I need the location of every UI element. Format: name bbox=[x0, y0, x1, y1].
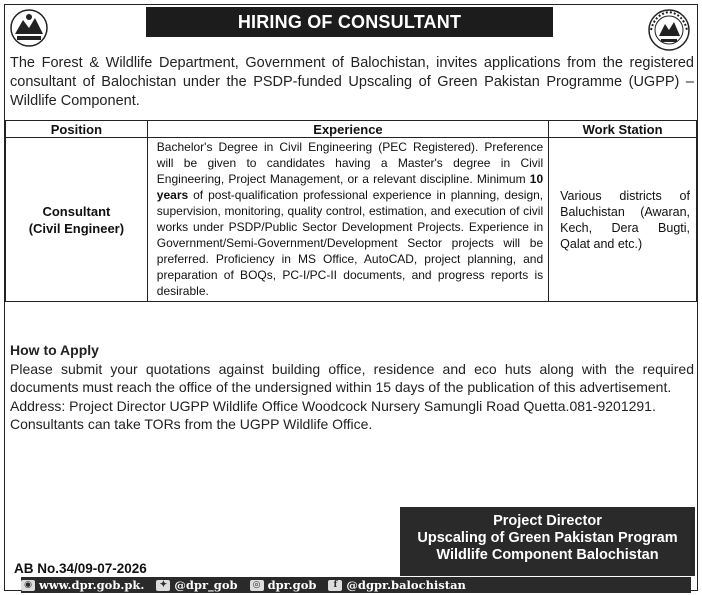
address-line: Address: Project Director UGPP Wildlife Office Woodcock Nursery Samungli Road Quetta.081-9201291. bbox=[10, 397, 656, 414]
footer-facebook[interactable] bbox=[328, 577, 466, 593]
government-seal-icon bbox=[647, 8, 691, 52]
position-title: Consultant bbox=[42, 203, 111, 219]
advertisement-page bbox=[4, 4, 698, 591]
instagram-text: dpr.gob bbox=[267, 578, 317, 592]
twitter-text: @dpr_gob bbox=[174, 578, 238, 592]
department-logo-icon bbox=[9, 8, 49, 48]
signature-block bbox=[400, 507, 695, 576]
ab-number: AB No.34/09-07-2026 bbox=[14, 561, 147, 576]
website-text: www.dpr.gob.pk. bbox=[39, 578, 145, 592]
table-header-row bbox=[6, 121, 697, 138]
footer-instagram[interactable] bbox=[250, 577, 317, 593]
footer-bar bbox=[21, 577, 691, 593]
table-row bbox=[6, 138, 697, 302]
how-to-apply-text: Please submit your quotations against building office, residence and eco huts along with the required documents must reach the office of the undersigned within 15 days of the publication of this advertisement. bbox=[10, 360, 694, 395]
experience-years: 10 years bbox=[156, 172, 544, 202]
header-work-station: Work Station bbox=[549, 121, 697, 138]
work-station-cell: Various districts of Baluchistan (Awaran, Kech, Dera Bugti, Qalat and etc.) bbox=[549, 138, 697, 302]
header-experience: Experience bbox=[147, 121, 548, 138]
facebook-icon: f bbox=[328, 580, 342, 591]
footer-website[interactable] bbox=[21, 577, 144, 593]
twitter-icon: ✦ bbox=[156, 580, 170, 591]
signature-line-2: Upscaling of Green Pakistan Program bbox=[417, 530, 678, 546]
globe-icon: ◉ bbox=[21, 580, 35, 591]
positions-table bbox=[5, 120, 697, 302]
experience-cell bbox=[147, 138, 548, 302]
position-subtitle: (Civil Engineer) bbox=[28, 220, 125, 236]
how-to-apply-title: How to Apply bbox=[10, 342, 99, 358]
experience-text-end: of post-qualification professional experience in planning, design, supervision, monitoring, quality control, estimation, and execution of civil works under PSDP/Public Sector Development Projects. Experience in Government/Semi-Government/Development Sector projects will be preferred. Proficiency in MS Office, AutoCAD, project planning, and preparation of BOQs, PC-I/PC-II documents, and progress reports is desirable. bbox=[156, 188, 544, 298]
experience-text-start: Bachelor's Degree in Civil Engineering (PEC Registered). Preference will be given to candidates having a Master's degree in Civil Engineering, Project Management, or a relevant discipline. Minimum bbox=[156, 140, 544, 186]
page-title: HIRING OF CONSULTANT bbox=[146, 7, 553, 37]
signature-line-3: Wildlife Component Balochistan bbox=[436, 547, 659, 563]
how-to-apply-section bbox=[10, 341, 694, 434]
header-position: Position bbox=[6, 121, 148, 138]
signature-line-1: Project Director bbox=[493, 513, 602, 529]
tors-line: Consultants can take TORs from the UGPP Wildlife Office. bbox=[10, 416, 373, 432]
footer-twitter[interactable] bbox=[156, 577, 237, 593]
position-cell bbox=[6, 138, 148, 302]
instagram-icon: ◎ bbox=[250, 580, 264, 591]
facebook-text: @dgpr.balochistan bbox=[346, 578, 466, 592]
intro-paragraph: The Forest & Wildlife Department, Government of Balochistan, invites applications from the registered consultant of Balochistan under the PSDP-funded Upscaling of Green Pakistan Programme (UGPP) – Wildlife Component. bbox=[10, 55, 694, 109]
